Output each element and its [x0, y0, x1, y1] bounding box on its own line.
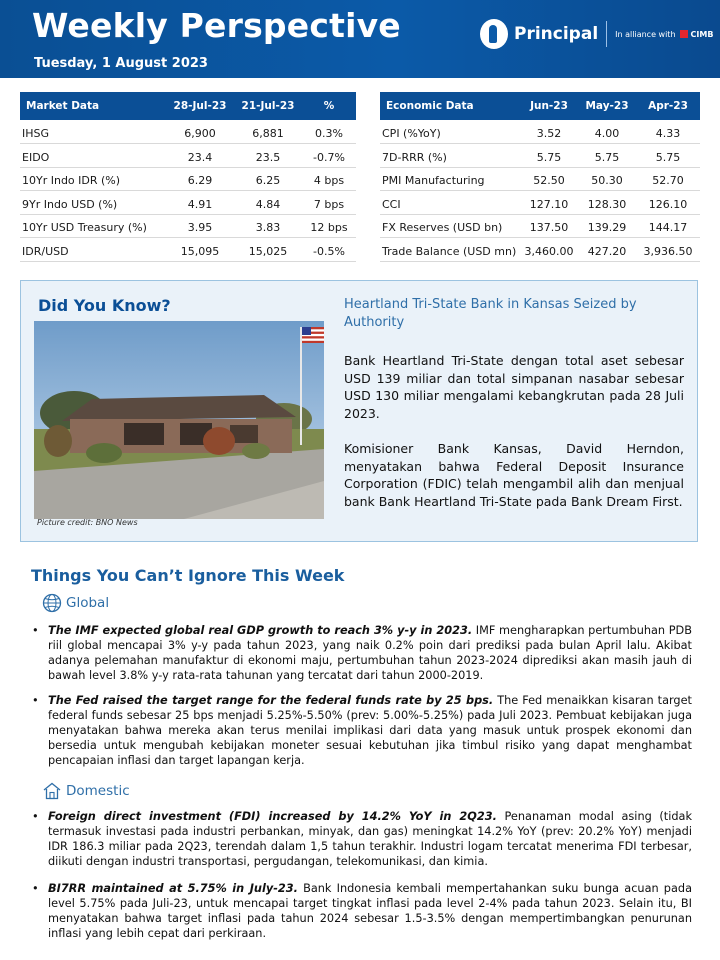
cimb-logo-icon	[680, 30, 688, 38]
bullet-marker: •	[32, 624, 39, 637]
flag-icon	[302, 327, 324, 343]
row-label: FX Reserves (USD bn)	[380, 214, 520, 238]
row-label: 10Yr Indo IDR (%)	[20, 167, 166, 191]
table-cell: 15,025	[234, 238, 302, 262]
list-item	[32, 693, 692, 768]
table-cell: 12 bps	[302, 214, 356, 238]
global-subheading	[42, 593, 109, 613]
table-cell: 15,095	[166, 238, 234, 262]
bullet-lead: The IMF expected global real GDP growth to reach 3% y-y in 2023.	[48, 624, 473, 637]
table-row	[20, 191, 356, 215]
column-header: Apr-23	[636, 92, 700, 120]
economic-data-table	[380, 92, 700, 262]
table-row	[380, 238, 700, 262]
picture-credit: Picture credit: BNO News	[37, 518, 138, 527]
partner-name: CIMB	[690, 29, 714, 39]
table-cell: 126.10	[636, 191, 700, 215]
table-cell: 3.95	[166, 214, 234, 238]
bank-building-photo	[34, 321, 324, 519]
table-row	[20, 214, 356, 238]
table-row	[20, 167, 356, 191]
table-cell: 6,900	[166, 120, 234, 144]
house-icon	[42, 781, 62, 801]
table-cell: 23.4	[166, 144, 234, 168]
table-row	[380, 144, 700, 168]
table-cell: 5.75	[520, 144, 578, 168]
row-label: Trade Balance (USD mn)	[380, 238, 520, 262]
table-header-row	[380, 92, 700, 120]
table-cell: 52.50	[520, 167, 578, 191]
row-label: CPI (%YoY)	[380, 120, 520, 144]
list-item	[32, 881, 692, 941]
table-cell: 4.91	[166, 191, 234, 215]
bullet-marker: •	[32, 694, 39, 707]
row-label: PMI Manufacturing	[380, 167, 520, 191]
did-you-know-box	[20, 280, 698, 542]
table-cell: 50.30	[578, 167, 636, 191]
global-label: Global	[66, 595, 110, 611]
table-cell: 127.10	[520, 191, 578, 215]
table-cell: 52.70	[636, 167, 700, 191]
row-label: IHSG	[20, 120, 166, 144]
table-row	[20, 120, 356, 144]
table-cell: 5.75	[578, 144, 636, 168]
alliance-text: In alliance with	[615, 29, 676, 39]
bullet-lead: The Fed raised the target range for the federal funds rate by 25 bps.	[48, 694, 494, 707]
table-cell: 3.83	[234, 214, 302, 238]
table-row	[380, 191, 700, 215]
table-cell: -0.5%	[302, 238, 356, 262]
table-cell: 0.3%	[302, 120, 356, 144]
publication-date: Tuesday, 1 August 2023	[34, 56, 208, 71]
header-banner	[0, 0, 720, 78]
column-header: %	[302, 92, 356, 120]
column-header: 21-Jul-23	[234, 92, 302, 120]
column-header: 28-Jul-23	[166, 92, 234, 120]
table-cell: 3,460.00	[520, 238, 578, 262]
section-title: Things You Can’t Ignore This Week	[31, 566, 345, 585]
table-cell: 3,936.50	[636, 238, 700, 262]
globe-icon	[42, 593, 62, 613]
domestic-label: Domestic	[66, 783, 130, 799]
table-cell: 139.29	[578, 214, 636, 238]
table-cell: 128.30	[578, 191, 636, 215]
did-you-know-title: Did You Know?	[38, 296, 171, 315]
bullet-marker: •	[32, 810, 39, 823]
column-header: Market Data	[20, 92, 166, 120]
story-paragraph: Bank Heartland Tri-State dengan total aset sebesar USD 139 miliar dan total simpanan nasabar sebesar USD 130 miliar mengalami kebangkrutan pada 28 Juli 2023.	[344, 353, 684, 421]
bullet-text: Penanaman modal asing (tidak termasuk investasi pada industri perbankan, minyak, dan gas) meningkat 14.2% YoY (prev: 20.2% YoY) menjadi IDR 186.3 miliar pada 2Q23, terendah dalam 1,5 tahun terakhir. Industri logam tercatat menerima FDI terbesar, diikuti dengan industri transportasi, pergudangan, telekomunikasi, dan kimia.	[48, 810, 692, 868]
bullet-text: IMF mengharapkan pertumbuhan PDB riil global mencapai 3% y-y pada tahun 2023, yang naik 0.2% poin dari prediksi pada bulan April lalu. Akibat adanya pelemahan manufaktur di ekonomi maju, pertumbuhan tahun 2023-2024 diprediksi akan masih jauh di bawah level 3.8% y-y rata-rata tahunan yang tercatat dari tahun 2000-2019.	[48, 624, 692, 682]
row-label: 10Yr USD Treasury (%)	[20, 214, 166, 238]
table-cell: 144.17	[636, 214, 700, 238]
story-paragraph: Komisioner Bank Kansas, David Herndon, menyatakan bahwa Federal Deposit Insurance Corporation (FDIC) telah mengambil alih dan menjual bank Bank Heartland Tri-State pada Bank Dream First.	[344, 441, 684, 509]
domestic-subheading	[42, 781, 130, 801]
market-data-table	[20, 92, 356, 262]
table-cell: 6.25	[234, 167, 302, 191]
table-cell: 6.29	[166, 167, 234, 191]
row-label: 7D-RRR (%)	[380, 144, 520, 168]
list-item	[32, 623, 692, 683]
column-header: Economic Data	[380, 92, 520, 120]
column-header: Jun-23	[520, 92, 578, 120]
brand-name: Principal	[514, 24, 599, 44]
table-cell: 137.50	[520, 214, 578, 238]
bullet-marker: •	[32, 882, 39, 895]
bullet-text: The Fed menaikkan kisaran target federal funds sebesar 25 bps menjadi 5.25%-5.50% (prev: 5.00%-5.25%) pada Juli 2023. Pembuat kebijakan juga menyatakan bahwa mereka akan terus menilai implikasi dari data yang masuk untuk prospek ekonomi dan bersedia untuk mengubah kebijakan moneter sesuai kebutuhan jika timbul risiko yang dapat menghambat pencapaian inflasi dan target lapangan kerja.	[48, 694, 692, 767]
brand-logo	[480, 16, 713, 52]
table-cell: 4.33	[636, 120, 700, 144]
table-cell: 3.52	[520, 120, 578, 144]
column-header: May-23	[578, 92, 636, 120]
row-label: CCI	[380, 191, 520, 215]
bullet-text: Bank Indonesia kembali mempertahankan suku bunga acuan pada level 5.75% pada Juli-23, untuk mencapai target tingkat inflasi pada level 2-4% pada tahun 2023. Selain itu, BI menyatakan bahwa target inflasi pada tahun 2024 sebesar 1.5-3.5% dengan mempertimbangkan penurunan inflasi yang lebih cepat dari perkiraan.	[48, 882, 692, 940]
table-cell: 4.84	[234, 191, 302, 215]
table-header-row	[20, 92, 356, 120]
brand-divider	[606, 21, 607, 47]
bank-building-illustration	[34, 321, 324, 519]
table-row	[380, 167, 700, 191]
table-cell: -0.7%	[302, 144, 356, 168]
list-item	[32, 809, 692, 869]
principal-logo-icon	[480, 19, 508, 49]
row-label: EIDO	[20, 144, 166, 168]
table-row	[20, 144, 356, 168]
table-row	[20, 238, 356, 262]
table-cell: 23.5	[234, 144, 302, 168]
table-row	[380, 120, 700, 144]
table-cell: 4.00	[578, 120, 636, 144]
bullet-lead: BI7RR maintained at 5.75% in July-23.	[48, 882, 298, 895]
story-headline: Heartland Tri-State Bank in Kansas Seized by Authority	[344, 297, 637, 330]
row-label: 9Yr Indo USD (%)	[20, 191, 166, 215]
page-title: Weekly Perspective	[32, 6, 401, 45]
table-cell: 427.20	[578, 238, 636, 262]
table-row	[380, 214, 700, 238]
table-cell: 7 bps	[302, 191, 356, 215]
row-label: IDR/USD	[20, 238, 166, 262]
table-cell: 5.75	[636, 144, 700, 168]
table-cell: 6,881	[234, 120, 302, 144]
bullet-lead: Foreign direct investment (FDI) increased by 14.2% YoY in 2Q23.	[48, 810, 497, 823]
table-cell: 4 bps	[302, 167, 356, 191]
